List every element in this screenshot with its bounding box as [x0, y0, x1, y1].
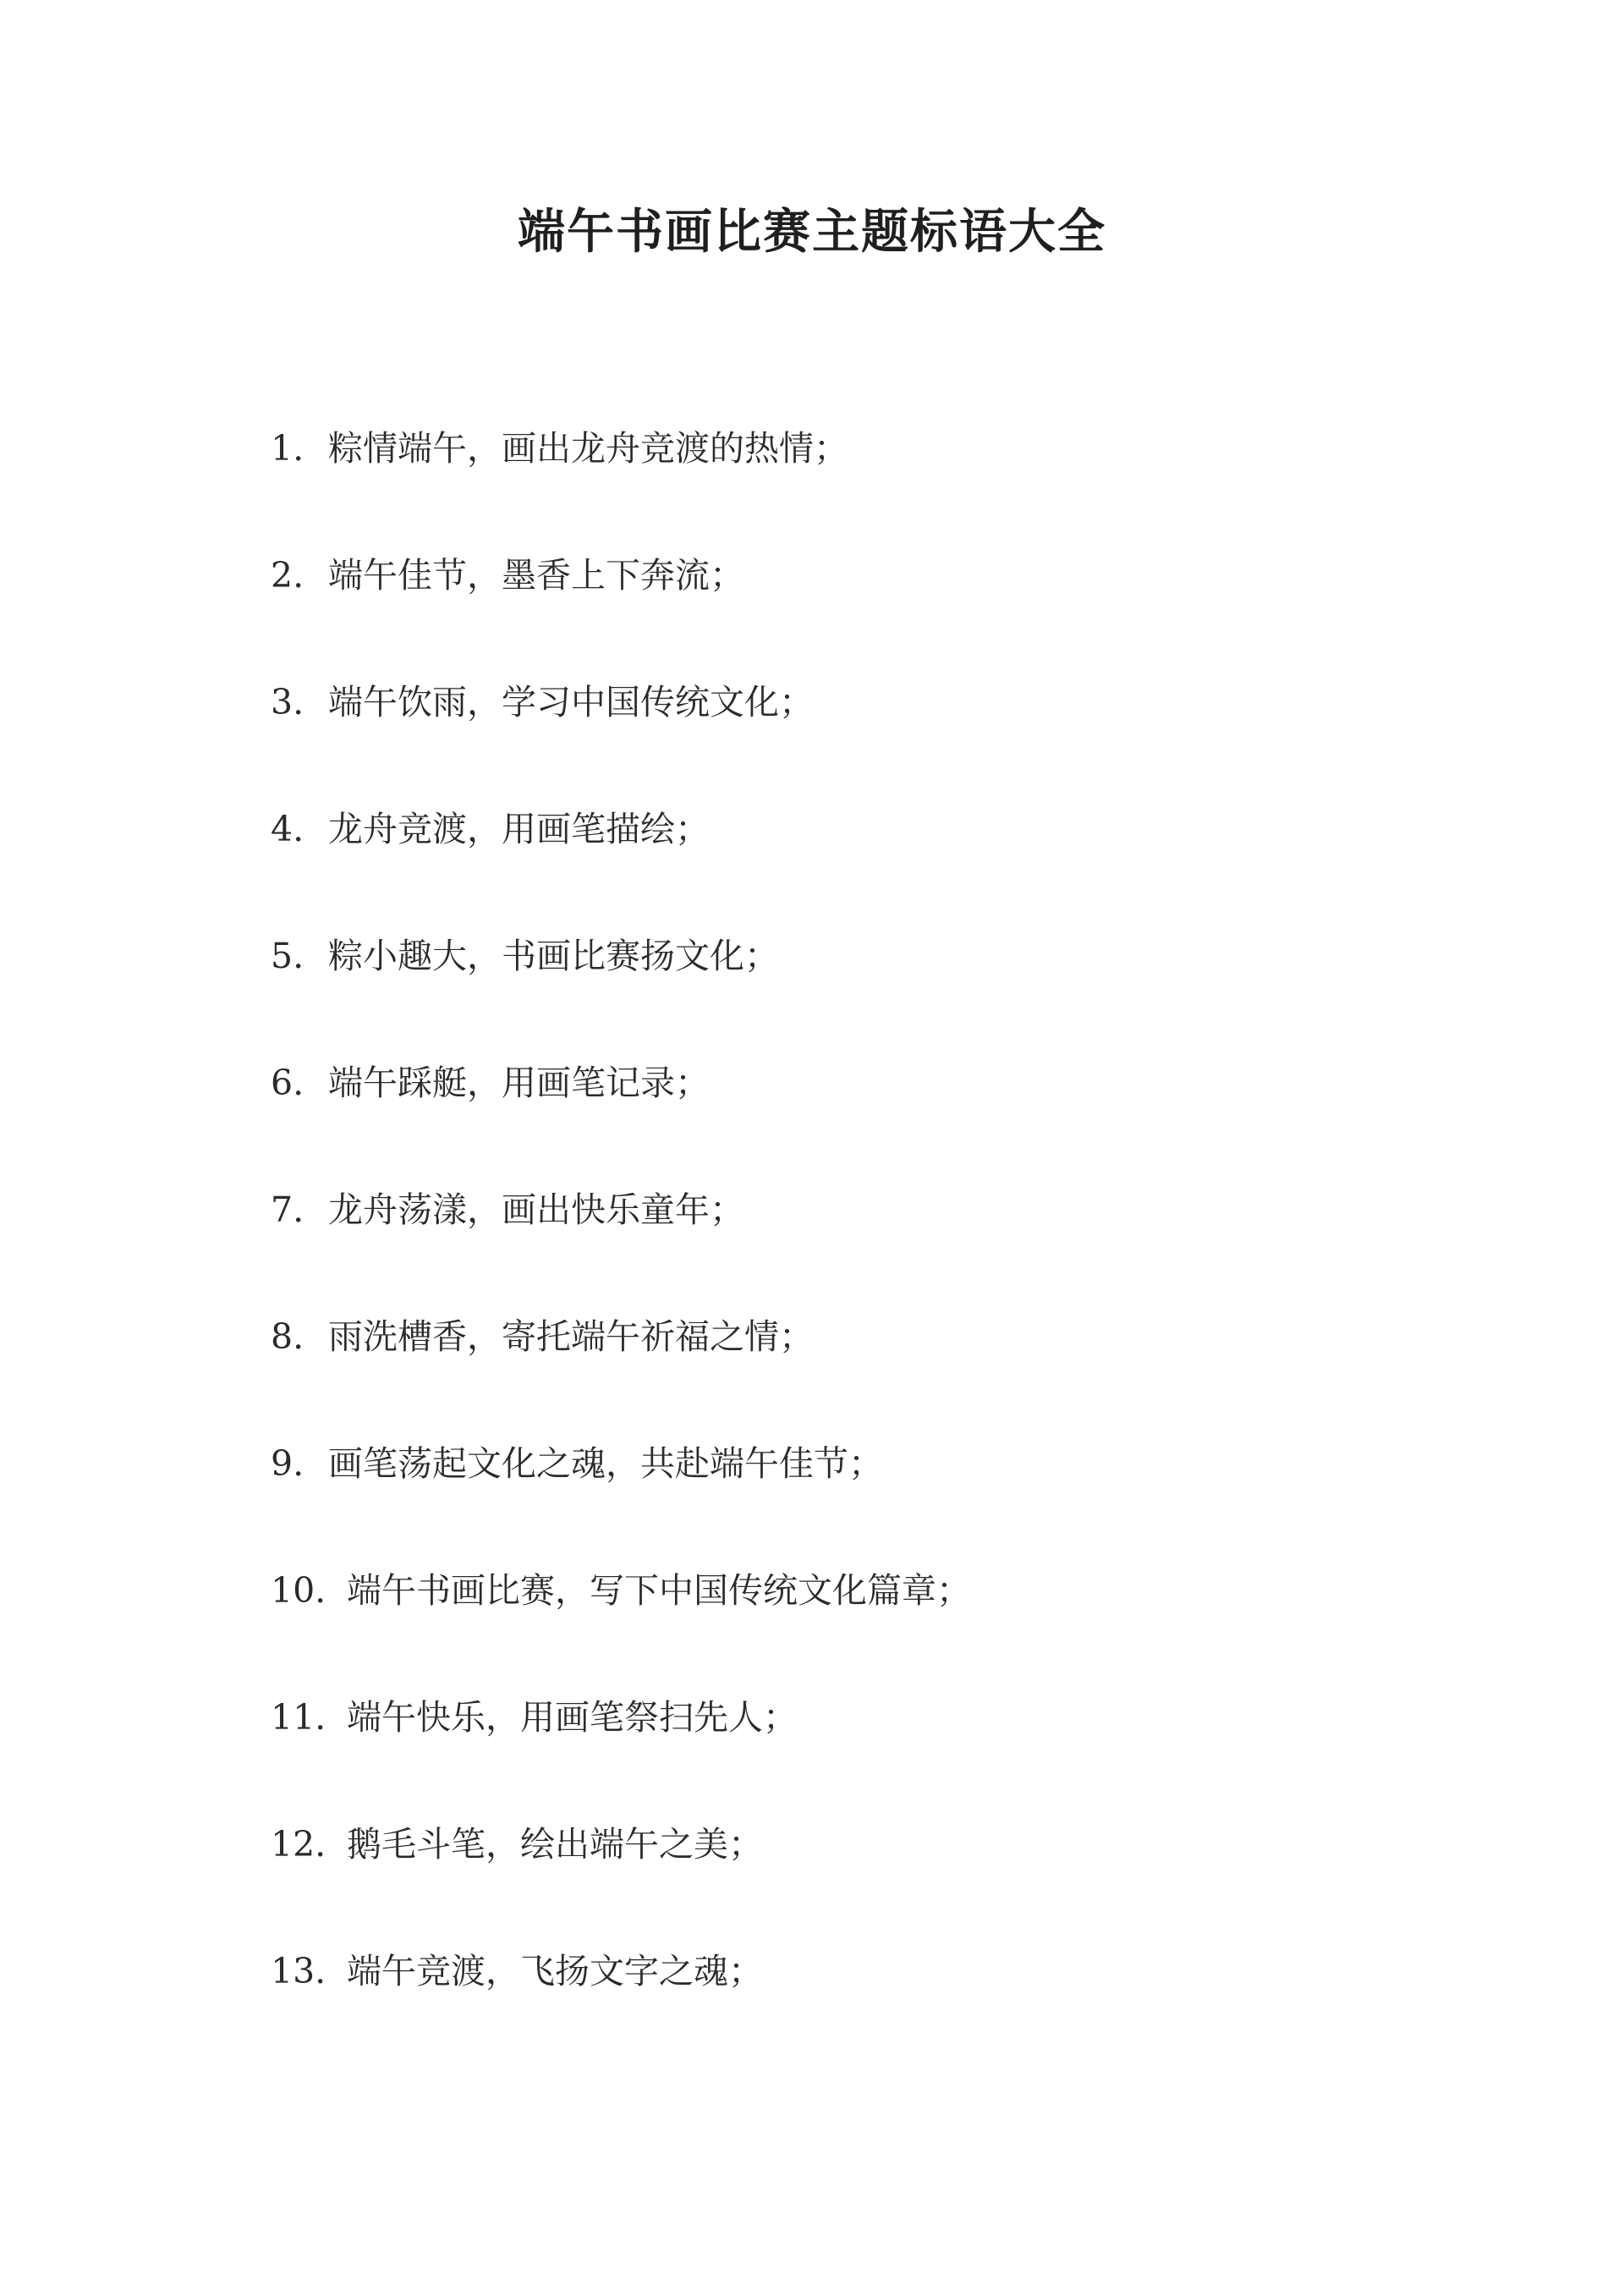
item-text: 端午书画比赛，写下中国传统文化篇章；	[347, 1570, 971, 1611]
item-text: 龙舟荡漾，画出快乐童年；	[328, 1189, 744, 1230]
item-text: 粽小趣大，书画比赛扬文化；	[328, 936, 779, 976]
list-item	[271, 423, 1455, 550]
list-item	[271, 1819, 1455, 1946]
item-number: 6.	[271, 1063, 304, 1103]
item-text: 端午踩艇，用画笔记录；	[328, 1063, 710, 1103]
list-item	[271, 804, 1455, 931]
item-text: 龙舟竞渡，用画笔描绘；	[328, 809, 710, 849]
item-text: 端午饮雨，学习中国传统文化；	[328, 682, 814, 722]
item-number: 13.	[271, 1951, 326, 1991]
item-number: 5.	[271, 936, 304, 976]
item-number: 8.	[271, 1316, 304, 1357]
item-text: 端午竞渡，飞扬文字之魂；	[347, 1951, 763, 1991]
list-item	[271, 550, 1455, 677]
list-item	[271, 677, 1455, 804]
item-text: 鹅毛斗笔，绘出端午之美；	[347, 1824, 763, 1865]
item-number: 10.	[271, 1570, 326, 1611]
item-text: 画笔荡起文化之魂，共赴端午佳节；	[328, 1443, 883, 1484]
item-number: 2.	[271, 555, 304, 596]
list-item	[271, 1438, 1455, 1565]
item-number: 11.	[271, 1697, 326, 1738]
list-item	[271, 1311, 1455, 1438]
item-number: 7.	[271, 1189, 304, 1230]
item-number: 1.	[271, 428, 304, 469]
list-item	[271, 1184, 1455, 1311]
slogan-list	[271, 423, 1455, 2073]
item-text: 粽情端午，画出龙舟竞渡的热情；	[328, 428, 848, 469]
item-number: 9.	[271, 1443, 304, 1484]
item-number: 4.	[271, 809, 304, 849]
item-text: 雨洗槽香，寄托端午祈福之情；	[328, 1316, 814, 1357]
list-item	[271, 1565, 1455, 1692]
list-item	[271, 1946, 1455, 2073]
list-item	[271, 1692, 1455, 1819]
list-item	[271, 1057, 1455, 1184]
item-text: 端午佳节，墨香上下奔流；	[328, 555, 744, 596]
list-item	[271, 931, 1455, 1057]
item-text: 端午快乐，用画笔祭扫先人；	[347, 1697, 798, 1738]
item-number: 3.	[271, 682, 304, 722]
item-number: 12.	[271, 1824, 326, 1865]
page-title: 端午书画比赛主题标语大全	[518, 204, 1106, 260]
